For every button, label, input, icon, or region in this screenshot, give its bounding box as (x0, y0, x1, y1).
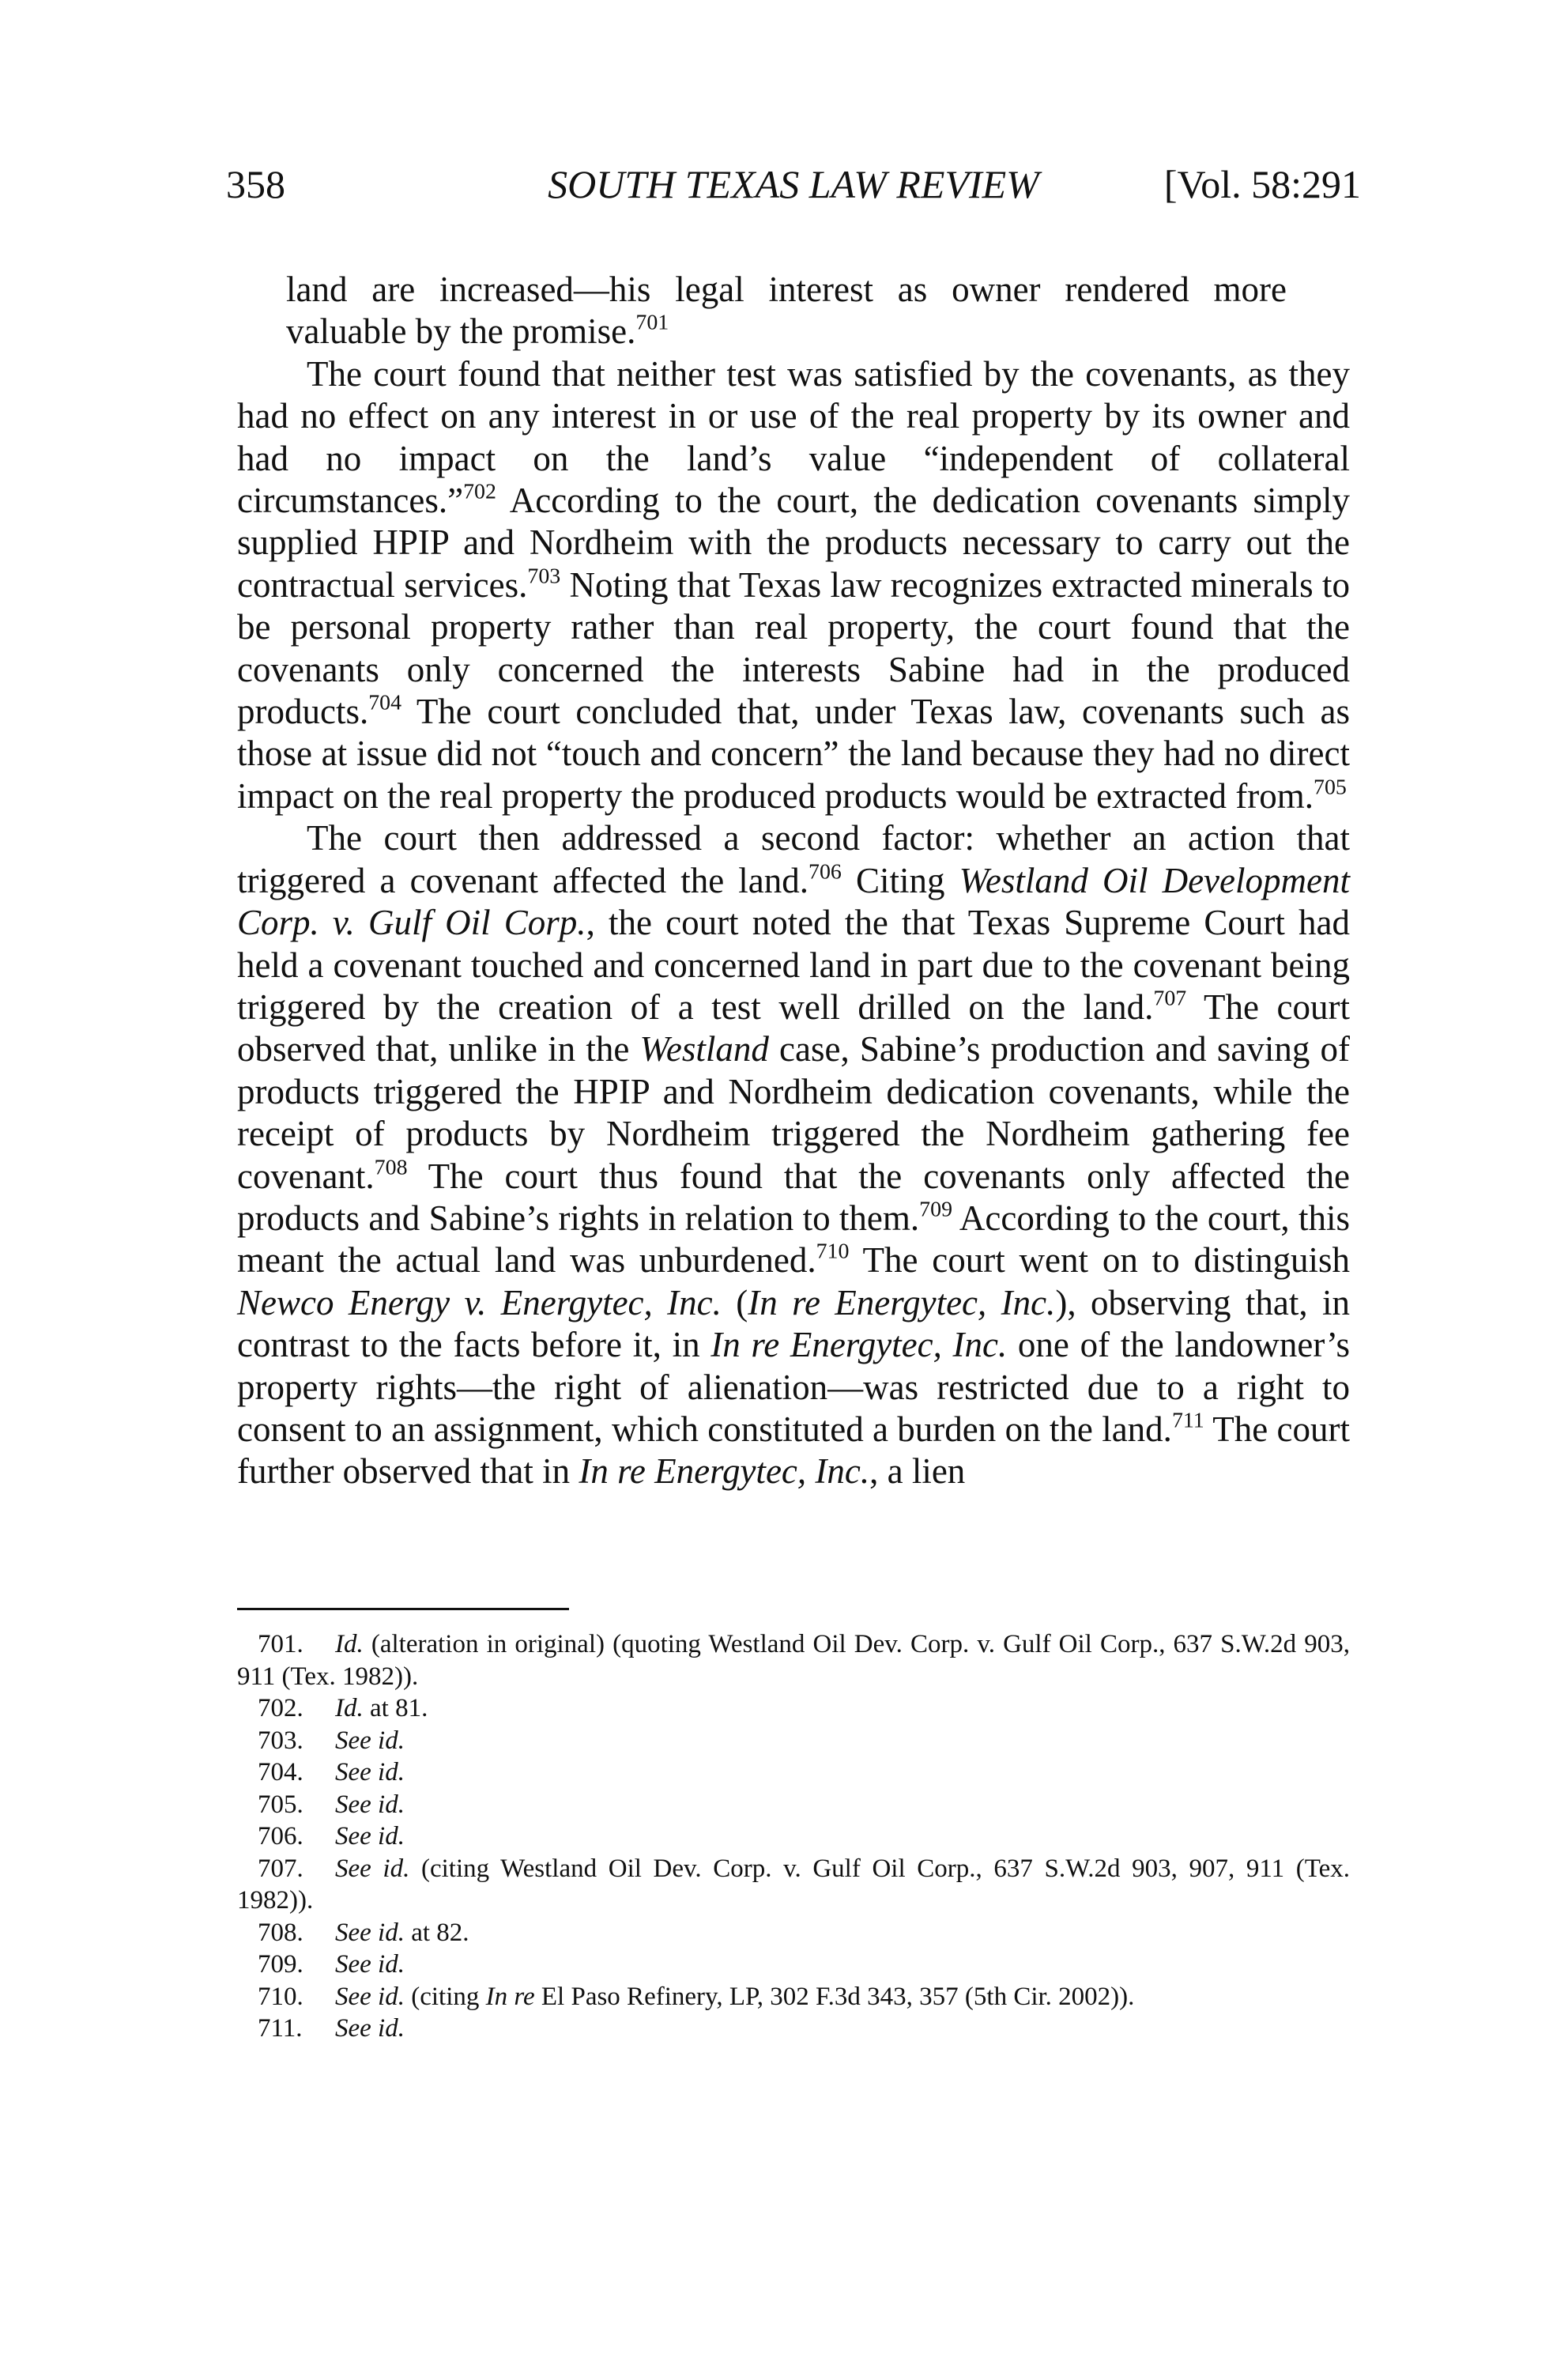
page-number: 358 (226, 162, 285, 206)
footnote-divider (237, 1608, 569, 1610)
footnote-ref[interactable]: 706 (808, 859, 842, 885)
footnote-ref[interactable]: 701 (635, 311, 669, 336)
paragraph-2: The court then addressed a second factor: whether an action that triggered a covenant affected the land.$^{706}$ Citing Westland Oil Development Corp. v. Gulf Oil Corp., the court noted the that Texas Supreme Court had held a covenant touched and concerned land in part due to the covenant being triggered by the creation of a test well drilled on the land.$^{707}$ The court observed that, unlike in the Westland case, Sabine’s production and saving of products triggered the HPIP and Nordheim dedication covenants, while the receipt of products by Nordheim triggered the Nordheim gathering fee covenant.$^{708}$ The court thus found that the covenants only affected the products and Sabine’s rights in relation to them.$^{709}$ According to the court, this meant the actual land was unburdened.$^{710}$ The court went on to distinguish Newco Energy v. Energytec, Inc. (In re Energytec, Inc.), observing that, in contrast to the facts before it, in In re Energytec, Inc. one of the landowner’s property rights—the right of alienation—was restricted due to a right to consent to an assignment, which constituted a burden on the land.$^{711}$ The court further observed that in In re Energytec, Inc., a lien (237, 818, 1351, 1492)
footnote-ref[interactable]: 705 (1314, 775, 1347, 800)
case-name: In re Energytec, Inc. (710, 1325, 1008, 1365)
footnotes (237, 1628, 1350, 2045)
running-header (226, 157, 1361, 212)
footnote-ref[interactable]: 704 (368, 690, 402, 715)
footnote: 709. See id. (258, 1950, 405, 1979)
case-name: Newco Energy v. Energytec, Inc. (237, 1282, 722, 1322)
footnote: 702. Id. at 81. (258, 1694, 428, 1722)
case-name: Westland Oil Development Corp. v. Gulf Oil Corp. (237, 860, 1350, 943)
footnote: 701. Id. (alteration in original) (quoting Westland Oil Dev. Corp. v. Gulf Oil Corp., 637 S.W.2d 903, 911 (Tex. 1982)). (237, 1630, 1350, 1691)
footnote: 704. See id. (258, 1758, 405, 1786)
journal-title: SOUTH TEXAS LAW REVIEW (548, 162, 1039, 206)
footnote-ref[interactable]: 702 (463, 479, 496, 504)
footnote-ref[interactable]: 710 (816, 1239, 850, 1265)
volume-info: [Vol. 58:291 (1163, 162, 1361, 206)
paragraph-1: The court found that neither test was satisfied by the covenants, as they had no effect on any interest in or use of the real property by its owner and had no impact on the land’s value “independent of collateral circumstances.”$^{702}$ According to the court, the dedication covenants simply supplied HPIP and Nordheim with the products necessary to carry out the contractual services.$^{703}$ Noting that Texas law recognizes extracted minerals to be personal property rather than real property, the court found that the covenants only concerned the interests Sabine had in the produced products.$^{704}$ The court concluded that, under Texas law, covenants such as those at issue did not “touch and concern” the land because they had no direct impact on the real property the produced products would be extracted from.$^{705}$ (237, 353, 1350, 816)
case-name: Westland (639, 1029, 769, 1070)
footnote-ref[interactable]: 709 (919, 1197, 953, 1222)
footnote: 711. See id. (258, 2014, 405, 2043)
footnote: 705. See id. (258, 1790, 405, 1819)
footnote-ref[interactable]: 711 (1171, 1408, 1204, 1433)
block-quote: land are increased—his legal interest as owner rendered more valuable by the promise.$^{701}$ (286, 270, 1287, 352)
footnote: 707. See id. (citing Westland Oil Dev. Corp. v. Gulf Oil Corp., 637 S.W.2d 903, 907, 911 (Tex. 1982)). (237, 1854, 1350, 1915)
main-text (237, 269, 1350, 1493)
footnote-ref[interactable]: 707 (1153, 986, 1187, 1011)
footnote-ref[interactable]: 708 (374, 1155, 408, 1180)
case-name: In re Energytec, Inc. (748, 1282, 1056, 1322)
case-name: In re Energytec, Inc. (579, 1451, 870, 1492)
footnote: 708. See id. at 82. (258, 1918, 469, 1947)
footnote: 706. See id. (258, 1822, 405, 1851)
footnote-ref[interactable]: 703 (527, 564, 561, 589)
footnote: 703. See id. (258, 1726, 405, 1755)
footnote: 710. See id. (citing In re El Paso Refinery, LP, 302 F.3d 343, 357 (5th Cir. 2002)). (258, 1982, 1135, 2011)
